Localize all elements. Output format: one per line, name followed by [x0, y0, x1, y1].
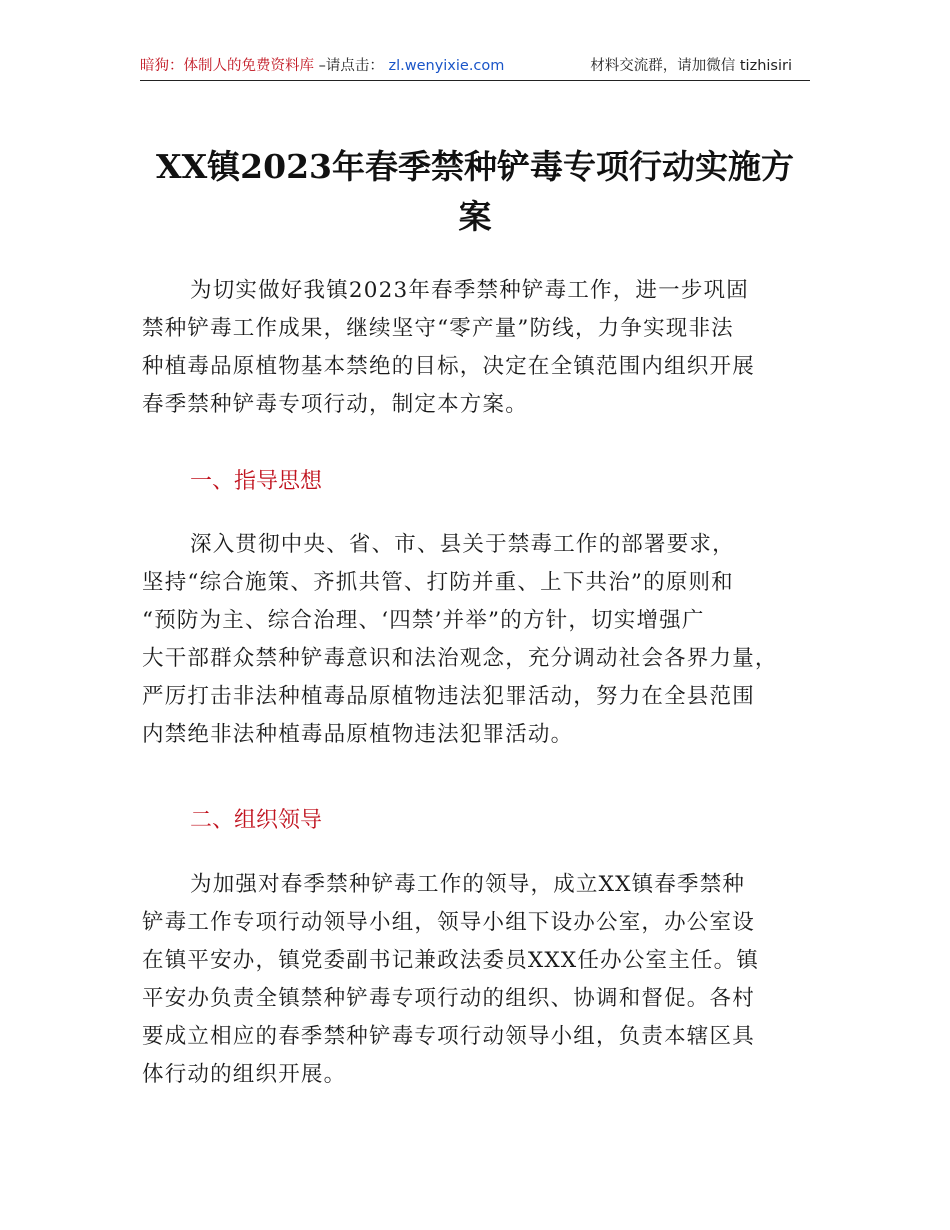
header-prompt: –请点击： [318, 58, 384, 74]
paragraph-line: 要成立相应的春季禁种铲毒专项行动领导小组，负责本辖区具 [142, 1024, 755, 1049]
section-1-paragraph [142, 526, 818, 754]
paragraph-line: 体行动的组织开展。 [142, 1062, 347, 1087]
document-title [140, 142, 810, 242]
header-brand: 暗狗：体制人的免费资料库 [140, 58, 314, 74]
paragraph-line: 严厉打击非法种植毒品原植物违法犯罪活动，努力在全县范围 [142, 684, 755, 709]
paragraph-line: 内禁绝非法种植毒品原植物违法犯罪活动。 [142, 722, 574, 747]
paragraph-line: 为加强对春季禁种铲毒工作的领导，成立XX镇春季禁种 [190, 872, 746, 897]
section-heading-2: 二、组织领导 [190, 808, 323, 833]
paragraph-line: 种植毒品原植物基本禁绝的目标，决定在全镇范围内组织开展 [142, 354, 755, 379]
title-line-2: 案 [458, 197, 492, 236]
paragraph-line: 平安办负责全镇禁种铲毒专项行动的组织、协调和督促。各村 [142, 986, 755, 1011]
header-contact: 材料交流群，请加微信 tizhisiri [590, 58, 792, 74]
section-heading-1: 一、指导思想 [190, 469, 323, 494]
paragraph-line: 大干部群众禁种铲毒意识和法治观念，充分调动社会各界力量， [142, 646, 778, 671]
paragraph-line: 为切实做好我镇2023年春季禁种铲毒工作，进一步巩固 [190, 278, 749, 303]
paragraph-line: 铲毒工作专项行动领导小组，领导小组下设办公室，办公室设 [142, 910, 755, 935]
title-line-1: XX镇2023年春季禁种铲毒专项行动实施方 [155, 147, 795, 186]
page-header [140, 52, 810, 81]
section-2-paragraph [142, 866, 818, 1094]
intro-paragraph [142, 272, 818, 424]
paragraph-line: “预防为主、综合治理、‘四禁’并举”的方针，切实增强广 [142, 608, 705, 633]
paragraph-line: 深入贯彻中央、省、市、县关于禁毒工作的部署要求， [190, 532, 735, 557]
paragraph-line: 禁种铲毒工作成果，继续坚守“零产量”防线，力争实现非法 [142, 316, 734, 341]
paragraph-line: 在镇平安办，镇党委副书记兼政法委员XXX任办公室主任。镇 [142, 948, 760, 973]
paragraph-line: 坚持“综合施策、齐抓共管、打防并重、上下共治”的原则和 [142, 570, 734, 595]
header-url-link[interactable]: zl.wenyixie.com [388, 58, 505, 74]
paragraph-line: 春季禁种铲毒专项行动，制定本方案。 [142, 392, 528, 417]
